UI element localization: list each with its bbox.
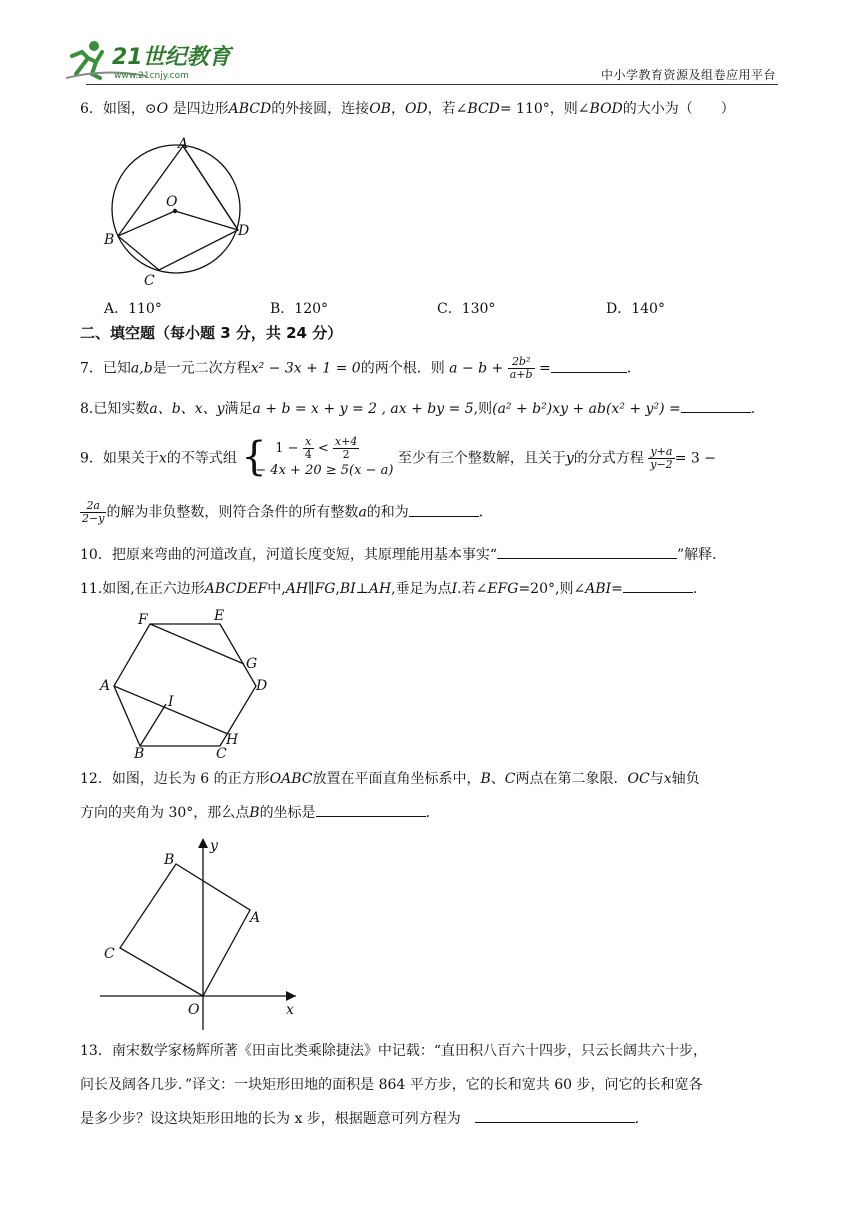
site-logo bbox=[66, 38, 236, 82]
question-7: 7．已知a,b是一元二次方程x² − 3x + 1 = 0的两个根．则 a − b + $\frac{\text{2b²}}{a+b}$ = ． bbox=[80, 355, 641, 381]
option-a: A．110° bbox=[104, 301, 162, 317]
label-C: C bbox=[104, 946, 115, 962]
label-D: D bbox=[256, 678, 268, 694]
question-9-line-2: $\frac{2a}{2-y}$ 的解为非负整数，则符合条件的所有整数a的和为 ． bbox=[82, 499, 493, 525]
inequality-system: { 1 − $\frac{x}{4}$ < $\frac{x+4}{2}$ − 4x + 20 ≥ 5(x − a) bbox=[241, 434, 394, 480]
label-A: A bbox=[250, 910, 261, 926]
label-O: O bbox=[166, 194, 178, 210]
label-D: D bbox=[238, 223, 250, 239]
q9-answer-blank bbox=[409, 502, 479, 517]
q10-answer-blank bbox=[497, 544, 677, 559]
section-2-title: 二、填空题（每小题 3 分，共 24 分） bbox=[80, 324, 343, 342]
label-C: C bbox=[144, 273, 155, 289]
question-9: 9．如果关于x的不等式组 { 1 − $\frac{x}{4}$ < $\frac{x+4}{2}$ − 4x + 20 ≥ 5(x − a) 至少有三个整数解，且关于y的分式方程 $\frac{y+a}{y-2}$ = 3 − bbox=[80, 434, 716, 480]
option-c: C．130° bbox=[437, 301, 496, 317]
label-I: I bbox=[168, 694, 174, 710]
q6-circle-figure bbox=[96, 134, 256, 290]
label-A: A bbox=[178, 136, 189, 152]
question-12-line-2: 方向的夹角为 30°，那么点B的坐标是 ． bbox=[80, 802, 440, 824]
label-C: C bbox=[216, 746, 227, 758]
header-divider bbox=[86, 84, 778, 85]
logo-url: www.21cnjy.com bbox=[114, 71, 189, 81]
header-platform-text: 中小学教育资源及组卷应用平台 bbox=[600, 68, 776, 82]
label-O: O bbox=[188, 1002, 200, 1018]
q13-answer-blank bbox=[475, 1108, 635, 1123]
q7-answer-blank bbox=[551, 358, 627, 373]
option-d: D．140° bbox=[606, 301, 665, 317]
option-b: B．120° bbox=[270, 301, 329, 317]
question-13-line-2: 问长及阔各几步．”译文：一块矩形田地的面积是 864 平方步，它的长和宽共 60 步，问它的长和宽各 bbox=[80, 1077, 703, 1093]
question-6: 6．如图，⊙O 是四边形ABCD的外接圆，连接OB，OD，若∠BCD= 110°，则∠BOD的大小为（ ） bbox=[80, 101, 735, 117]
question-12: 12．如图，边长为 6 的正方形OABC放置在平面直角坐标系中，B、C两点在第二象限．OC与x轴负 bbox=[80, 771, 700, 787]
label-x: x bbox=[286, 1002, 294, 1018]
q12-coordinate-figure bbox=[96, 834, 306, 1034]
question-10: 10．把原来弯曲的河道改直，河道长度变短，其原理能用基本事实“ ”解释． bbox=[80, 544, 726, 566]
label-B: B bbox=[104, 232, 115, 248]
label-H: H bbox=[226, 732, 239, 748]
question-13-line-3: 是多少步？设这块矩形田地的长为 x 步，根据题意可列方程为 ． bbox=[80, 1108, 649, 1130]
q8-answer-blank bbox=[681, 398, 751, 413]
q11-answer-blank bbox=[623, 578, 693, 593]
logo-text: 21世纪教育 bbox=[112, 45, 231, 70]
q12-answer-blank bbox=[316, 802, 426, 817]
question-11: 11.如图,在正六边形ABCDEF中,AH∥FG,BI⊥AH,垂足为点I.若∠EFG=20°,则∠ABI= . bbox=[80, 578, 697, 600]
q11-hexagon-figure bbox=[96, 606, 280, 758]
label-F: F bbox=[138, 612, 148, 628]
question-8: 8.已知实数a、b、x、y满足a + b = x + y = 2 , ax + by = 5,则(a² + b²)xy + ab(x² + y²) = . bbox=[80, 398, 755, 420]
question-13: 13．南宋数学家杨辉所著《田亩比类乘除捷法》中记载：“直田积八百六十四步，只云长阔共六十步， bbox=[80, 1043, 707, 1059]
label-G: G bbox=[246, 656, 258, 672]
label-B: B bbox=[164, 852, 175, 868]
label-A: A bbox=[100, 678, 111, 694]
label-E: E bbox=[214, 608, 225, 624]
label-y: y bbox=[210, 838, 218, 854]
label-B: B bbox=[134, 746, 145, 758]
